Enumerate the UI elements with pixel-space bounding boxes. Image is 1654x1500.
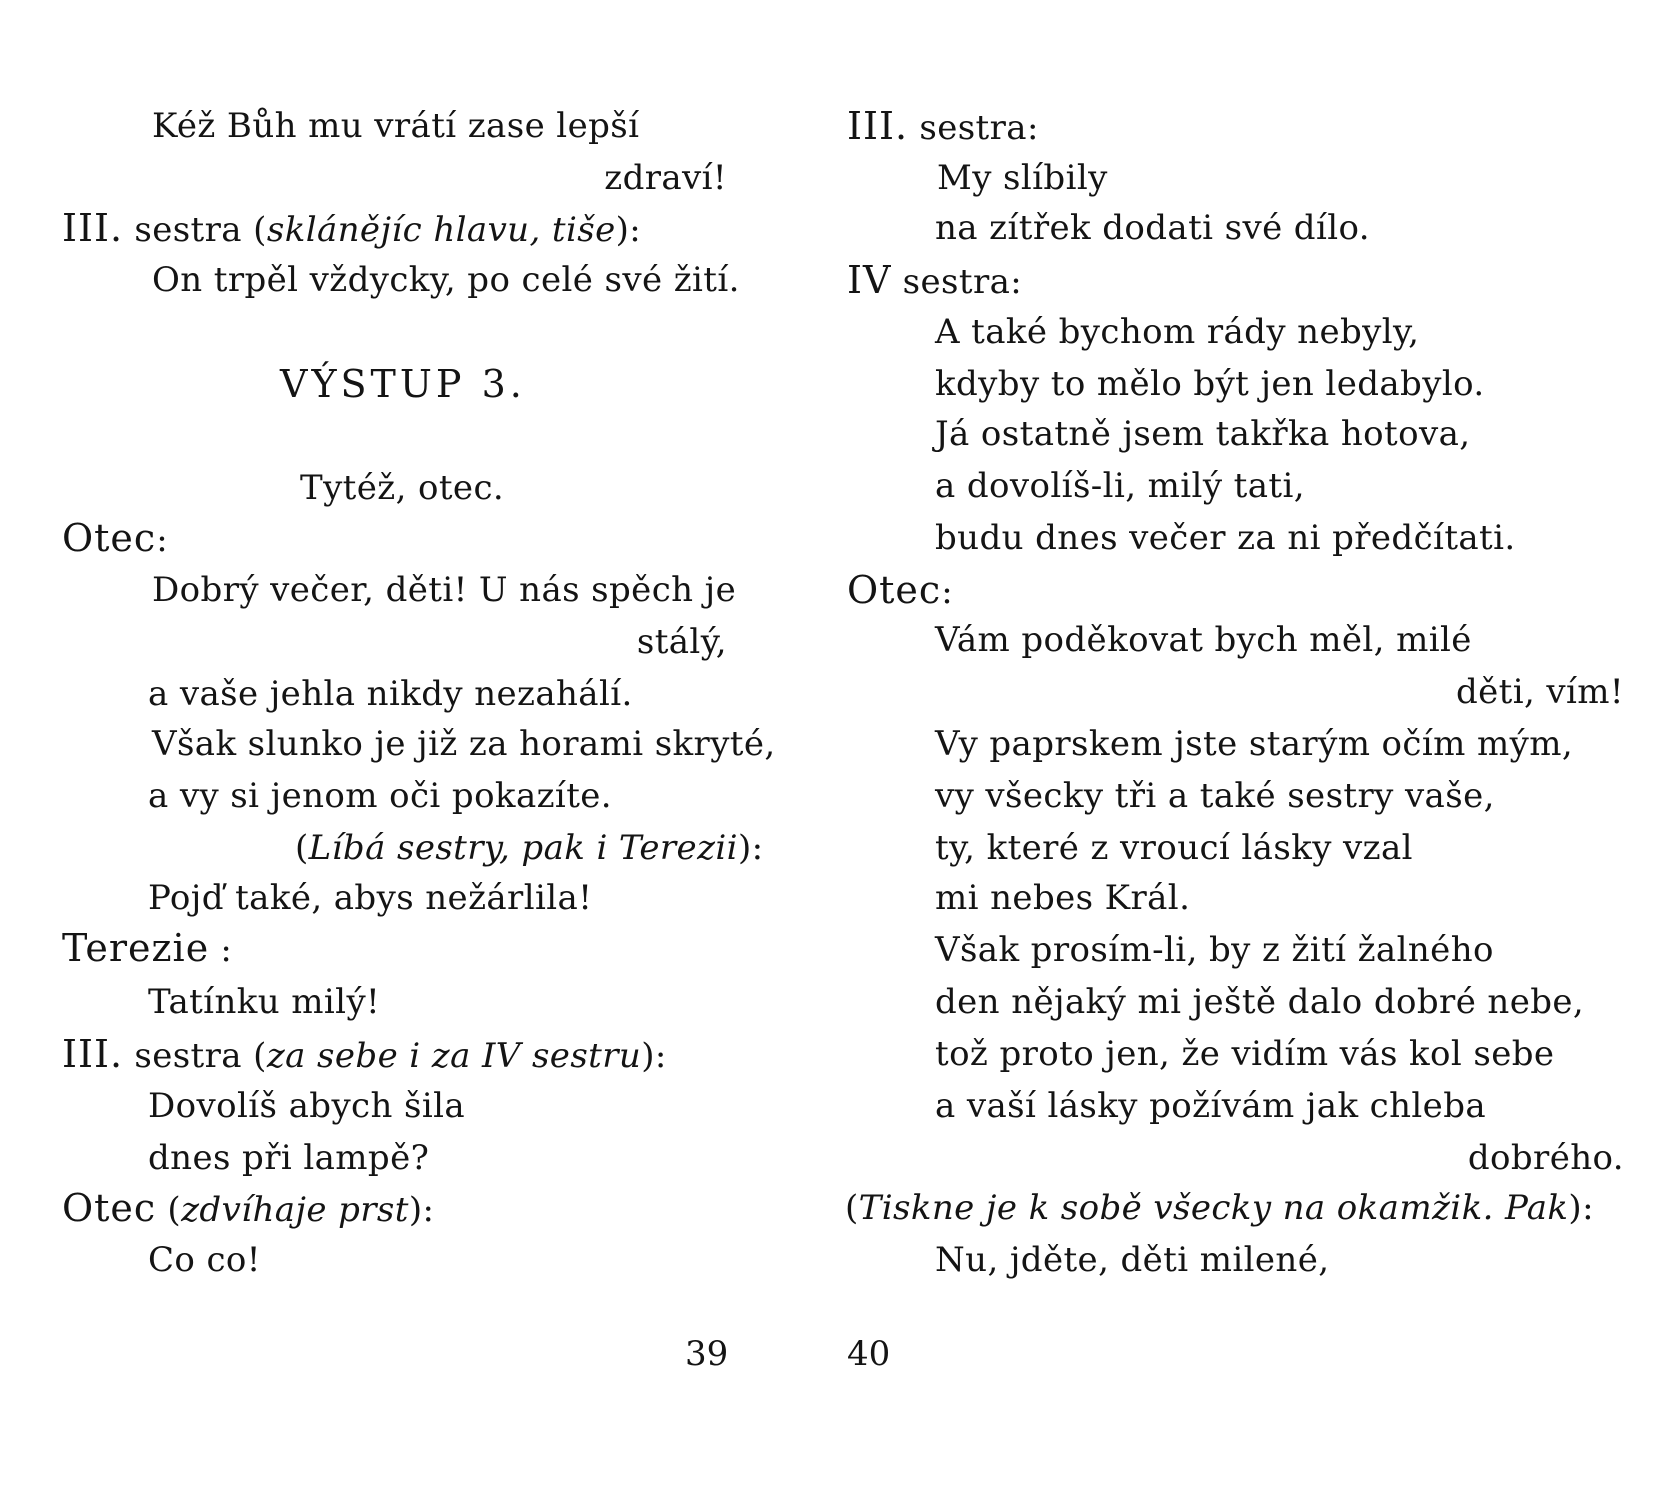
speaker-line xyxy=(62,1188,434,1230)
verse-line: dnes při lampě? xyxy=(148,1138,430,1178)
speaker-name: III. xyxy=(62,1032,124,1076)
speaker-colon: : xyxy=(941,572,954,612)
stage-close: ): xyxy=(615,210,642,250)
verse-line: budu dnes večer za ni předčítati. xyxy=(935,518,1516,558)
speaker-name: III. xyxy=(847,104,909,148)
stage-close: ): xyxy=(1568,1188,1594,1228)
scene-cast: Tytéž, otec. xyxy=(300,468,505,508)
speaker-line xyxy=(847,260,1022,302)
scene-heading: VÝSTUP 3. xyxy=(280,362,526,406)
speaker-name: Otec xyxy=(62,1186,157,1230)
page-number: 40 xyxy=(847,1334,891,1374)
stage-direction: za sebe i za IV sestru xyxy=(266,1036,642,1076)
verse-line-continuation: stálý, xyxy=(636,622,727,662)
stage-direction: Líbá sestry, pak i Terezii xyxy=(308,828,738,868)
speaker-name: Terezie xyxy=(62,926,210,970)
speaker-role: sestra xyxy=(134,1036,242,1076)
speaker-name: III. xyxy=(62,206,124,250)
verse-line: Nu, jděte, děti milené, xyxy=(935,1240,1330,1280)
stage-open: ( xyxy=(253,1036,267,1076)
speaker-colon: : xyxy=(1010,262,1023,302)
verse-line: a vy si jenom oči pokazíte. xyxy=(148,776,612,816)
stage-direction: Tiskne je k sobě všecky na okamžik. Pak xyxy=(858,1188,1569,1228)
verse-line: Dobrý večer, děti! U nás spěch je xyxy=(152,570,737,610)
stage-direction-line xyxy=(845,1188,1594,1228)
speaker-line xyxy=(847,106,1039,148)
verse-line-continuation: děti, vím! xyxy=(1455,672,1624,712)
speaker-role: sestra xyxy=(134,210,242,250)
verse-line-continuation: dobrého. xyxy=(1467,1138,1624,1178)
stage-open: ( xyxy=(253,210,267,250)
speaker-name: Otec xyxy=(62,516,157,560)
stage-close: ): xyxy=(408,1190,435,1230)
stage-direction: zdvíhaje prst xyxy=(181,1190,409,1230)
verse-line: kdyby to mělo být jen ledabylo. xyxy=(935,364,1485,404)
verse-line: A také bychom rády nebyly, xyxy=(935,312,1420,352)
verse-line: a vaše jehla nikdy nezahálí. xyxy=(148,674,633,714)
right-page xyxy=(827,0,1654,1500)
stage-open: ( xyxy=(295,828,309,868)
speaker-colon: : xyxy=(220,930,233,970)
speaker-name: IV xyxy=(847,258,892,302)
verse-line: vy všecky tři a také sestry vaše, xyxy=(935,776,1495,816)
stage-close: ): xyxy=(641,1036,667,1076)
verse-line: Dovolíš abych šila xyxy=(148,1086,466,1126)
speaker-line xyxy=(847,570,953,612)
verse-line: Vy paprskem jste starým očím mým, xyxy=(935,724,1574,764)
verse-line: Však slunko je již za horami skryté, xyxy=(152,724,776,764)
stage-open: ( xyxy=(845,1188,859,1228)
stage-direction-line xyxy=(295,828,763,868)
speaker-line xyxy=(62,518,168,560)
verse-line: mi nebes Král. xyxy=(935,878,1191,918)
verse-line: My slíbily xyxy=(937,158,1108,198)
stage-open: ( xyxy=(167,1190,182,1230)
verse-line: Však prosím-li, by z žití žalného xyxy=(935,930,1494,970)
verse-line-continuation: zdraví! xyxy=(604,158,727,198)
verse-line: a vaší lásky požívám jak chleba xyxy=(935,1086,1487,1126)
speaker-colon: : xyxy=(156,520,169,560)
verse-line: Kéž Bůh mu vrátí zase lepší xyxy=(152,106,640,146)
speaker-line xyxy=(62,208,641,250)
verse-line: Já ostatně jsem takřka hotova, xyxy=(935,414,1471,454)
speaker-line xyxy=(62,1034,667,1076)
speaker-name: Otec xyxy=(847,568,942,612)
verse-line: On trpěl vždycky, po celé své žití. xyxy=(152,260,740,300)
verse-line: Vám poděkovat bych měl, milé xyxy=(935,620,1472,660)
stage-direction: sklánějíc hlavu, tiše xyxy=(266,210,616,250)
verse-line: a dovolíš-li, milý tati, xyxy=(935,466,1305,506)
speaker-role: sestra xyxy=(919,108,1027,148)
verse-line: ty, které z vroucí lásky vzal xyxy=(935,828,1413,868)
verse-line: tož proto jen, že vidím vás kol sebe xyxy=(935,1034,1555,1074)
speaker-line xyxy=(62,928,232,970)
verse-line: den nějaký mi ještě dalo dobré nebe, xyxy=(935,982,1585,1022)
verse-line: Pojď také, abys nežárlila! xyxy=(148,878,593,918)
stage-close: ): xyxy=(737,828,764,868)
page-number: 39 xyxy=(685,1334,729,1374)
speaker-role: sestra xyxy=(902,262,1011,302)
speaker-colon: : xyxy=(1026,108,1039,148)
verse-line: na zítřek dodati své dílo. xyxy=(935,208,1371,248)
verse-line: Tatínku milý! xyxy=(148,982,381,1022)
verse-line: Co co! xyxy=(148,1240,261,1280)
